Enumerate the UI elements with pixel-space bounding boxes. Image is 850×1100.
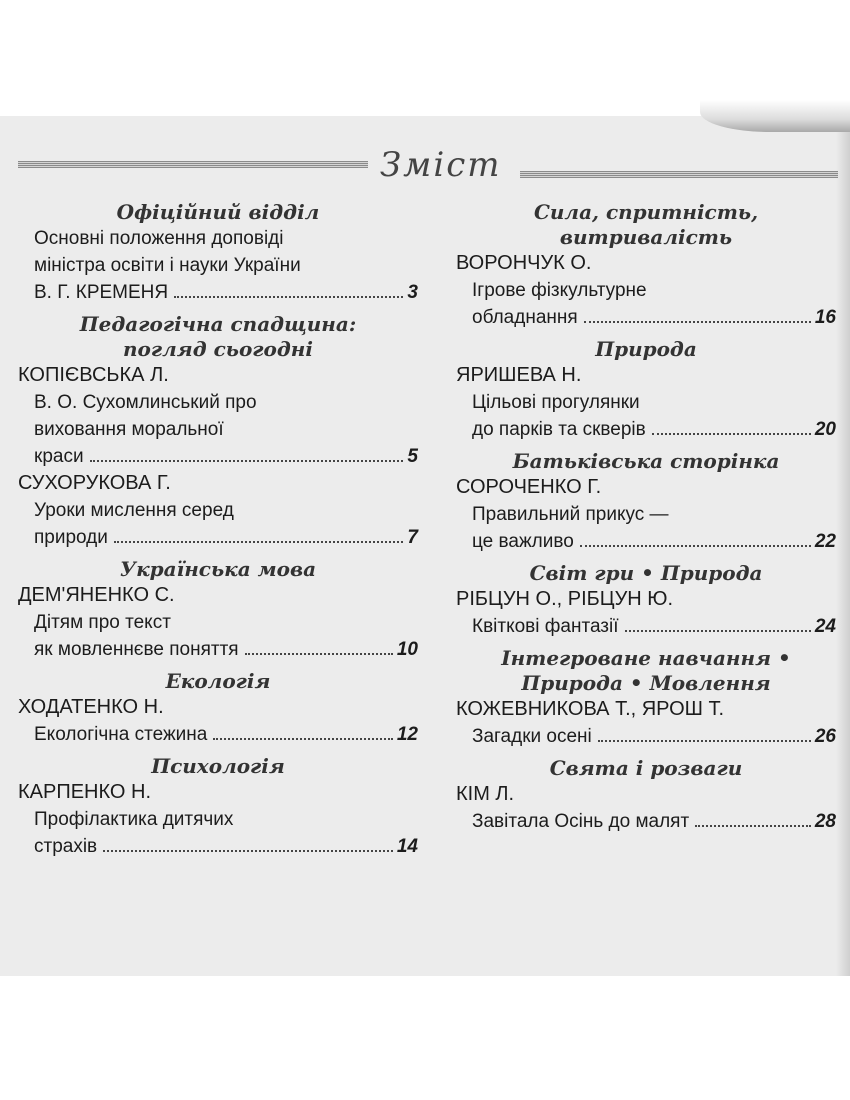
entry-title-text: В. Г. КРЕМЕНЯ [34, 282, 169, 303]
contents-section [18, 557, 418, 663]
title-rule-right [520, 171, 838, 178]
page-number: 7 [407, 527, 418, 548]
contents-section [456, 337, 836, 443]
page-number: 16 [814, 307, 836, 328]
entry-title-text: Загадки осені [472, 726, 592, 747]
entry-last-line [456, 613, 836, 640]
entry-title-text: страхів [34, 836, 98, 857]
page-number: 22 [814, 531, 836, 552]
entry-title-text: краси [34, 446, 84, 467]
entry-last-line [18, 524, 418, 551]
page-number: 20 [814, 419, 836, 440]
contents-section [456, 756, 836, 835]
section-heading: Психологія [151, 754, 285, 778]
entry-last-line [456, 304, 836, 331]
entry-title-text: це важливо [472, 531, 574, 552]
entry-title-text: до парків та скверів [472, 419, 646, 440]
entry-title-text: як мовленнєве поняття [34, 639, 239, 660]
page-number: 28 [814, 811, 836, 832]
dot-leader [598, 740, 811, 742]
section-heading: Інтегроване навчання • [501, 646, 791, 670]
entry-title-text: природи [34, 527, 108, 548]
dot-leader [652, 433, 811, 435]
dot-leader [245, 653, 393, 655]
entry-title-text: Квіткові фантазії [472, 616, 619, 637]
entry-last-line [18, 636, 418, 663]
section-heading: Свята і розваги [549, 756, 743, 780]
page-edge-shadow [836, 116, 850, 976]
contents-column-right [456, 200, 836, 841]
section-heading: Сила, спритність, [533, 200, 759, 224]
entry-title-text: обладнання [472, 307, 578, 328]
section-heading: Педагогічна спадщина: [79, 312, 357, 336]
dot-leader [695, 825, 811, 827]
entry-last-line [18, 833, 418, 860]
section-heading: витривалість [559, 225, 733, 249]
title-rule-left [18, 161, 368, 168]
section-gap [18, 860, 418, 866]
entry-last-line [456, 416, 836, 443]
section-gap [456, 835, 836, 841]
entry-title-line: Уроки мислення серед [34, 500, 234, 521]
entry-last-line [18, 721, 418, 748]
contents-section [18, 754, 418, 860]
contents-section [18, 200, 418, 306]
entry-last-line [18, 443, 418, 470]
contents-entry[interactable] [18, 582, 418, 663]
entry-title-line: В. О. Сухомлинський про [34, 392, 257, 413]
entry-title-line: виховання моральної [34, 419, 224, 440]
entry-author: ВОРОНЧУК О. [456, 252, 592, 274]
contents-column-left [18, 200, 418, 866]
entry-author: РІБЦУН О., РІБЦУН Ю. [456, 588, 674, 610]
entry-author: КІМ Л. [456, 783, 515, 805]
contents-entry[interactable] [456, 781, 836, 835]
entry-last-line [456, 723, 836, 750]
page-number: 24 [814, 616, 836, 637]
entry-last-line [456, 808, 836, 835]
dot-leader [584, 321, 811, 323]
dot-leader [625, 630, 811, 632]
entry-author: ХОДАТЕНКО Н. [18, 696, 164, 718]
contents-title: Зміст [380, 145, 502, 185]
contents-entry[interactable] [18, 779, 418, 860]
dot-leader [103, 850, 393, 852]
dot-leader [114, 541, 404, 543]
section-heading: погляд сьогодні [123, 337, 313, 361]
contents-entry[interactable] [18, 470, 418, 551]
entry-author: КОЖЕВНИКОВА Т., ЯРОШ Т. [456, 698, 725, 720]
page-number: 26 [814, 726, 836, 747]
contents-entry[interactable] [456, 696, 836, 750]
contents-section [456, 561, 836, 640]
entry-author: ДЕМ'ЯНЕНКО С. [18, 584, 175, 606]
page-number: 10 [396, 639, 418, 660]
contents-section [456, 646, 836, 750]
section-heading: Батьківська сторінка [512, 449, 780, 473]
entry-last-line [18, 279, 418, 306]
section-heading: Екологія [165, 669, 271, 693]
contents-entry[interactable] [18, 694, 418, 748]
page-number: 14 [396, 836, 418, 857]
dot-leader [174, 296, 403, 298]
entry-author: КАРПЕНКО Н. [18, 781, 152, 803]
contents-section [456, 200, 836, 331]
dot-leader [90, 460, 404, 462]
entry-title-line: міністра освіти і науки України [34, 255, 301, 276]
page-number: 3 [407, 282, 418, 303]
dot-leader [213, 738, 393, 740]
contents-section [18, 312, 418, 551]
entry-title-line: Ігрове фізкультурне [472, 280, 647, 301]
contents-entry[interactable] [456, 362, 836, 443]
entry-author: СОРОЧЕНКО Г. [456, 476, 602, 498]
entry-title-line: Профілактика дитячих [34, 809, 234, 830]
contents-section [18, 669, 418, 748]
contents-entry[interactable] [18, 362, 418, 470]
contents-entry[interactable] [18, 225, 418, 306]
page-number: 12 [396, 724, 418, 745]
section-heading: Природа [595, 337, 697, 361]
contents-section [456, 449, 836, 555]
entry-author: СУХОРУКОВА Г. [18, 472, 171, 494]
contents-entry[interactable] [456, 586, 836, 640]
entry-title-line: Цільові прогулянки [472, 392, 640, 413]
entry-title-text: Завітала Осінь до малят [472, 811, 690, 832]
entry-title-text: Екологічна стежина [34, 724, 208, 745]
section-heading: Українська мова [119, 557, 317, 581]
entry-author: КОПІЄВСЬКА Л. [18, 364, 169, 386]
contents-entry[interactable] [456, 474, 836, 555]
entry-last-line [456, 528, 836, 555]
entry-title-line: Правильний прикус — [472, 504, 669, 525]
contents-entry[interactable] [456, 250, 836, 331]
page-number: 5 [407, 446, 418, 467]
entry-title-line: Дітям про текст [34, 612, 171, 633]
entry-title-line: Основні положення доповіді [34, 228, 284, 249]
entry-author: ЯРИШЕВА Н. [456, 364, 582, 386]
dot-leader [580, 545, 811, 547]
section-heading: Природа • Мовлення [521, 671, 771, 695]
section-heading: Офіційний відділ [116, 200, 320, 224]
section-heading: Світ гри • Природа [529, 561, 763, 585]
